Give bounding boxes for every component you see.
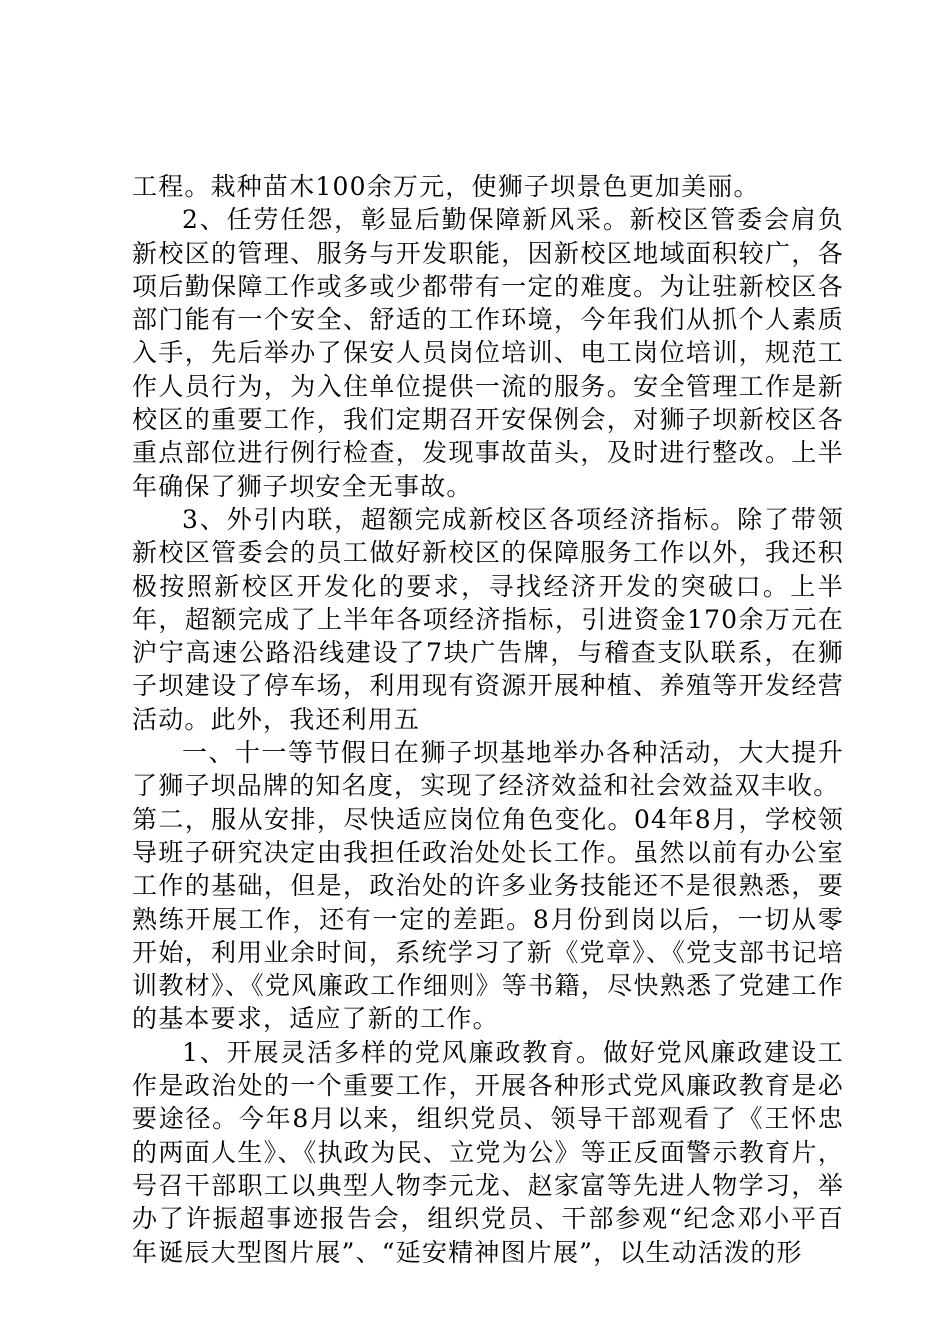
paragraph-continuation: 工程。栽种苗木100余万元，使狮子坝景色更加美丽。 [132,172,760,201]
paragraph-logistics: 2、任劳任怨，彰显后勤保障新风采。新校区管委会肩负新校区的管理、服务与开发职能，因新校区地域面积较广，各项后勤保障工作或多或少都带有一定的难度。为让驻新校区各部门能有一个安全、舒适的工作环境，今年我们从抓个人素质入手，先后举办了保安人员岗位培训、电工岗位培训，规范工作人员行为，为入住单位提供一流的服务。安全管理工作是新校区的重要工作，我们定期召开安保例会，对狮子坝新校区各重点部位进行例行检查，发现事故苗头，及时进行整改。上半年确保了狮子坝安全无事故。 [132,205,844,501]
document-body [132,170,844,1269]
paragraph-integrity-education: 1、开展灵活多样的党风廉政教育。做好党风廉政建设工作是政治处的一个重要工作，开展各种形式党风廉政教育是必要途径。今年8月以来，组织党员、领导干部观看了《王怀忠的两面人生》、《执政为民、立党为公》等正反面警示教育片，号召干部职工以典型人物李元龙、赵家富等先进人物学习，举办了许振超事迹报告会，组织党员、干部参观“纪念邓小平百年诞辰大型图片展”、“延安精神图片展”，以生动活泼的形 [132,1037,844,1267]
paragraph-second-point: 第二，服从安排，尽快适应岗位角色变化。04年8月，学校领导班子研究决定由我担任政治处处长工作。虽然以前有办公室工作的基础，但是，政治处的许多业务技能还不是很熟悉，要熟练开展工作，还有一定的差距。8月份到岗以后，一切从零开始，利用业余时间，系统学习了新《党章》、《党支部书记培训教材》、《党风廉政工作细则》等书籍，尽快熟悉了党建工作的基本要求，适应了新的工作。 [132,804,844,1034]
paragraph-holiday-activities: 一、十一等节假日在狮子坝基地举办各种活动，大大提升了狮子坝品牌的知名度，实现了经济效益和社会效益双丰收。 [132,738,844,801]
paragraph-economic-targets: 3、外引内联，超额完成新校区各项经济指标。除了带领新校区管委会的员工做好新校区的保障服务工作以外，我还积极按照新校区开发化的要求，寻找经济开发的突破口。上半年，超额完成了上半年各项经济指标，引进资金170余万元在沪宁高速公路沿线建设了7块广告牌，与稽查支队联系，在狮子坝建设了停车场，利用现有资源开展种植、养殖等开发经营活动。此外，我还利用五 [132,504,844,734]
